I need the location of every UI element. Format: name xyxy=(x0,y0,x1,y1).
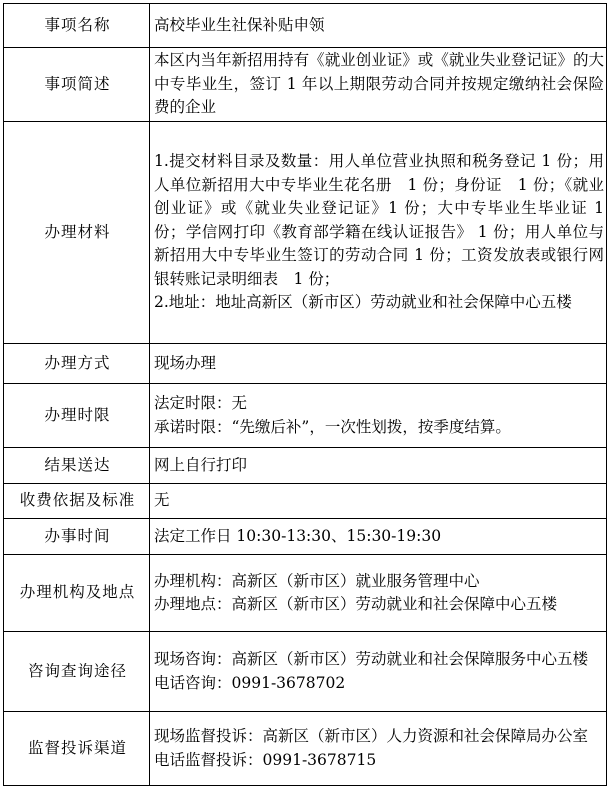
inquiry-label: 咨询查询途径 xyxy=(4,632,150,712)
office-hours-label: 办事时间 xyxy=(4,519,150,555)
time-limit-value xyxy=(150,384,607,448)
time-limit-label: 办理时限 xyxy=(4,384,150,448)
row-result-delivery xyxy=(4,448,607,484)
legal-time-limit-text: 法定时限：无 xyxy=(154,394,248,412)
row-item-summary xyxy=(4,48,607,122)
row-item-name xyxy=(4,4,607,48)
materials-value xyxy=(150,122,607,344)
item-name-value xyxy=(150,4,607,48)
phone-complaint-text: 电话监督投诉：0991-3678715 xyxy=(154,750,377,769)
onsite-inquiry-text: 现场咨询：高新区（新市区）劳动就业和社会保障服务中心五楼 xyxy=(154,650,589,668)
item-name-label: 事项名称 xyxy=(4,4,150,48)
item-summary-label: 事项简述 xyxy=(4,48,150,122)
row-complaint xyxy=(4,712,607,786)
result-delivery-label: 结果送达 xyxy=(4,448,150,484)
row-agency xyxy=(4,555,607,632)
method-label: 办理方式 xyxy=(4,344,150,384)
agency-label: 办理机构及地点 xyxy=(4,555,150,632)
agency-value xyxy=(150,555,607,632)
promised-time-limit-text: 承诺时限：“先缴后补”，一次性划拨，按季度结算。 xyxy=(154,417,511,436)
item-summary-text: 本区内当年新招用持有《就业创业证》或《就业失业登记证》的大中专毕业生，签订 1 年以上期限劳动合同并按规定缴纳社会保险费的企业 xyxy=(154,51,604,117)
fee-text: 无 xyxy=(154,491,170,510)
row-fee xyxy=(4,484,607,519)
service-info-table xyxy=(3,3,607,786)
office-hours-value xyxy=(150,519,607,555)
fee-label: 收费依据及标准 xyxy=(4,484,150,519)
item-name-text: 高校毕业生社保补贴申领 xyxy=(154,15,325,34)
onsite-complaint-text: 现场监督投诉：高新区（新市区）人力资源和社会保障局办公室 xyxy=(154,727,589,745)
phone-inquiry-text: 电话咨询：0991-3678702 xyxy=(154,673,346,692)
office-hours-text: 法定工作日 10:30-13:30、15:30-19:30 xyxy=(154,526,442,545)
row-method xyxy=(4,344,607,384)
result-delivery-text: 网上自行打印 xyxy=(154,455,248,474)
item-summary-value xyxy=(150,48,607,122)
row-office-hours xyxy=(4,519,607,555)
inquiry-value xyxy=(150,632,607,712)
complaint-label: 监督投诉渠道 xyxy=(4,712,150,786)
method-value xyxy=(150,344,607,384)
fee-value xyxy=(150,484,607,519)
agency-name-text: 办理机构：高新区（新市区）就业服务管理中心 xyxy=(154,571,480,590)
materials-list-text: 1.提交材料目录及数量：用人单位营业执照和税务登记 1 份；用人单位新招用大中专毕业生花名册 1 份；身份证 1 份；《就业创业证》或《就业失业登记证》1 份；大中专毕业生毕业证 1 份；学信网打印《教育部学籍在线认证报告》 1 份；用人单位与新招用大中专毕业生签订的劳动合同 1 份；工资发放表或银行网银转账记录明细表 1 份； xyxy=(154,152,604,288)
materials-address-text: 2.地址：地址高新区（新市区）劳动就业和社会保障中心五楼 xyxy=(154,293,572,312)
materials-label: 办理材料 xyxy=(4,122,150,344)
agency-address-text: 办理地点：高新区（新市区）劳动就业和社会保障中心五楼 xyxy=(154,595,558,613)
result-delivery-value xyxy=(150,448,607,484)
row-materials xyxy=(4,122,607,344)
row-time-limit xyxy=(4,384,607,448)
method-text: 现场办理 xyxy=(154,353,217,372)
complaint-value xyxy=(150,712,607,786)
row-inquiry xyxy=(4,632,607,712)
